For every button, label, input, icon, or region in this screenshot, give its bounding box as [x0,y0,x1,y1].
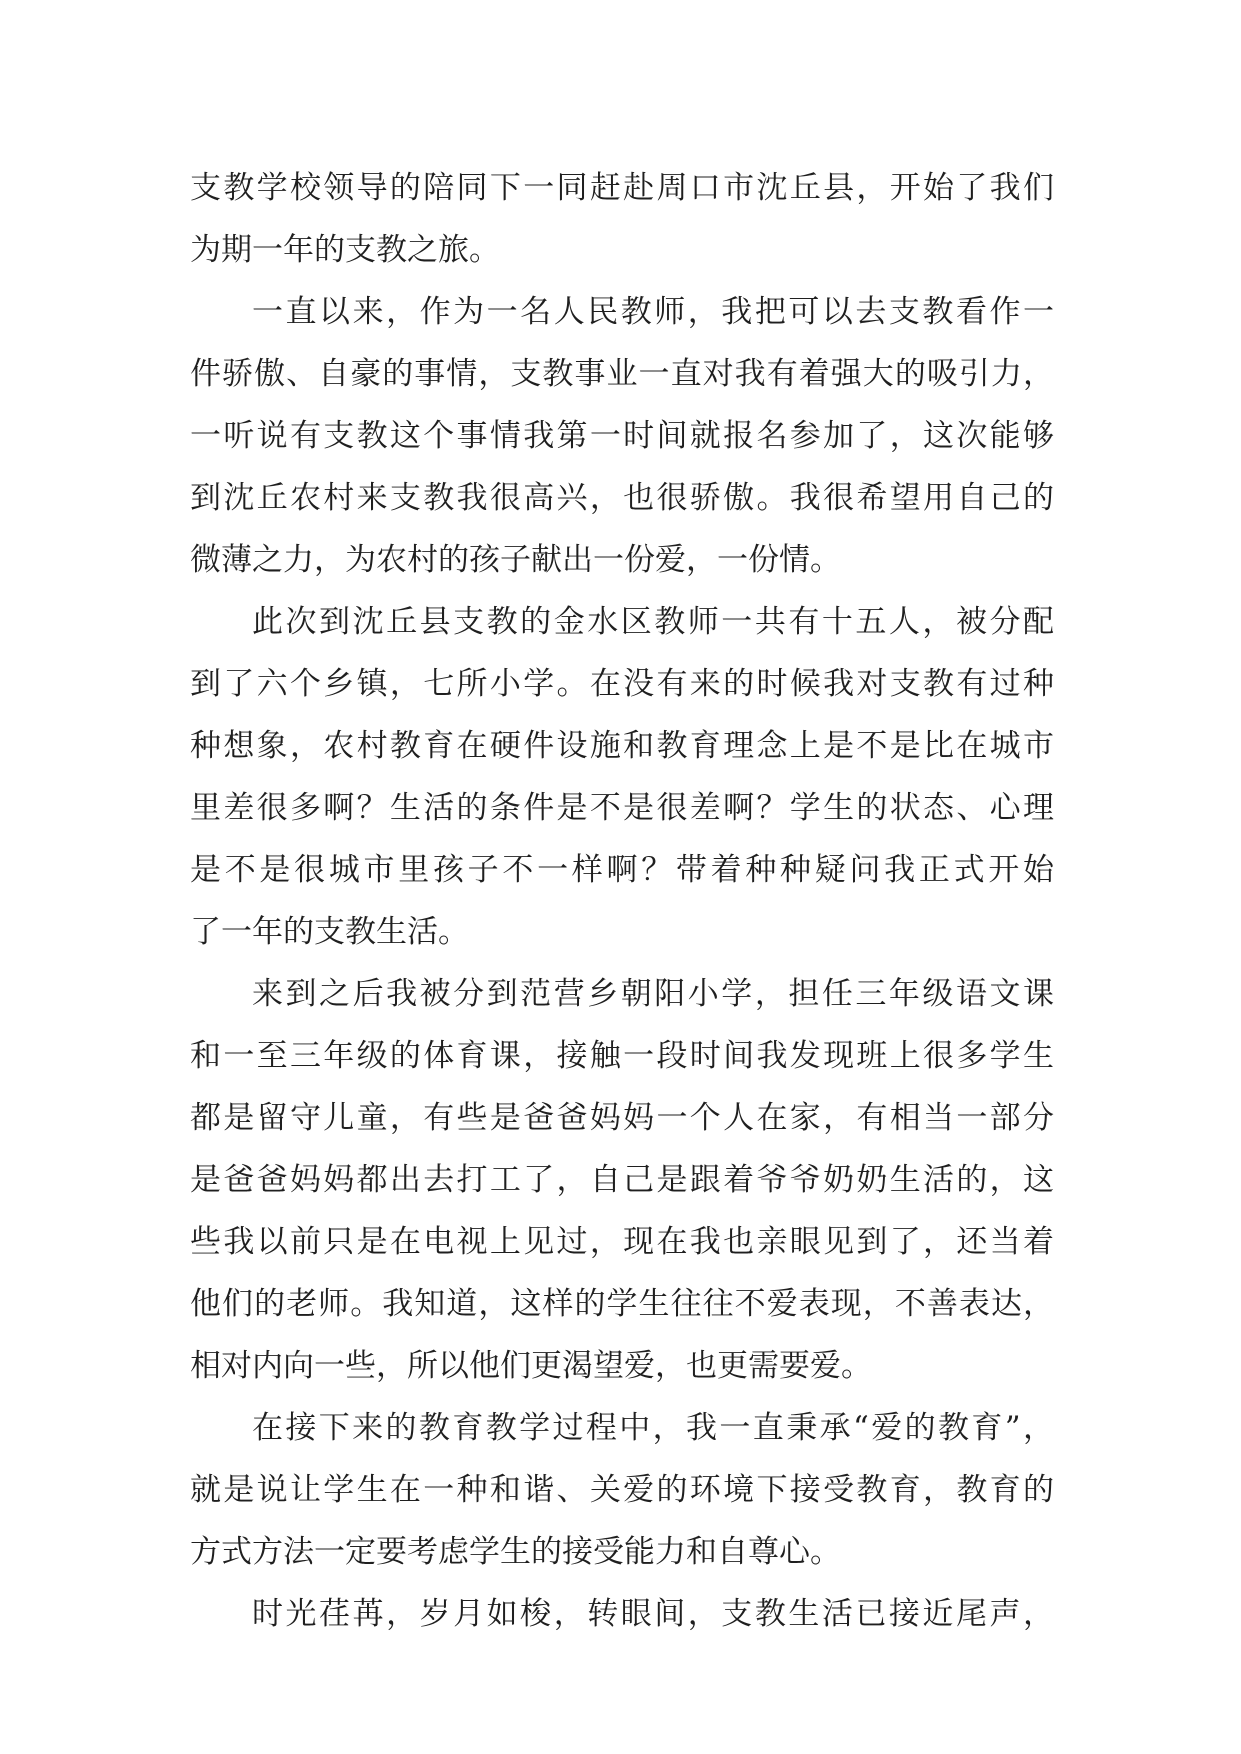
text-line: 微薄之力，为农村的孩子献出一份爱，一份情。 [190,542,841,578]
text-line: 一直以来，作为一名人民教师，我把可以去支教看作一 [252,294,1054,330]
text-line: 了一年的支教生活。 [190,914,469,950]
text-line: 是爸爸妈妈都出去打工了，自己是跟着爷爷奶奶生活的，这 [190,1162,1054,1198]
text-line: 和一至三年级的体育课，接触一段时间我发现班上很多学生 [190,1038,1054,1074]
text-line: 在接下来的教育教学过程中，我一直秉承“爱的教育”， [252,1410,1054,1446]
text-line: 来到之后我被分到范营乡朝阳小学，担任三年级语文课 [252,976,1054,1012]
text-line: 他们的老师。我知道，这样的学生往往不爱表现，不善表达， [190,1286,1054,1322]
text-line: 相对内向一些，所以他们更渴望爱，也更需要爱。 [190,1348,872,1384]
text-line: 到沈丘农村来支教我很高兴，也很骄傲。我很希望用自己的 [190,480,1054,516]
text-line: 支教学校领导的陪同下一同赶赴周口市沈丘县，开始了我们 [190,170,1054,206]
text-line: 此次到沈丘县支教的金水区教师一共有十五人，被分配 [252,604,1054,640]
text-line: 到了六个乡镇，七所小学。在没有来的时候我对支教有过种 [190,666,1054,702]
text-line: 里差很多啊？生活的条件是不是很差啊？学生的状态、心理 [190,790,1054,826]
text-line: 都是留守儿童，有些是爸爸妈妈一个人在家，有相当一部分 [190,1100,1054,1136]
document-body [190,157,1054,1645]
text-line: 件骄傲、自豪的事情，支教事业一直对我有着强大的吸引力， [190,356,1054,392]
text-line: 种想象，农村教育在硬件设施和教育理念上是不是比在城市 [190,728,1054,764]
text-line: 为期一年的支教之旅。 [190,232,500,268]
text-line: 些我以前只是在电视上见过，现在我也亲眼见到了，还当着 [190,1224,1054,1260]
text-line: 是不是很城市里孩子不一样啊？带着种种疑问我正式开始 [190,852,1054,888]
text-line: 方式方法一定要考虑学生的接受能力和自尊心。 [190,1534,841,1570]
text-line: 一听说有支教这个事情我第一时间就报名参加了，这次能够 [190,418,1054,454]
text-line: 时光荏苒，岁月如梭，转眼间，支教生活已接近尾声， [252,1596,1054,1632]
text-line: 就是说让学生在一种和谐、关爱的环境下接受教育，教育的 [190,1472,1054,1508]
